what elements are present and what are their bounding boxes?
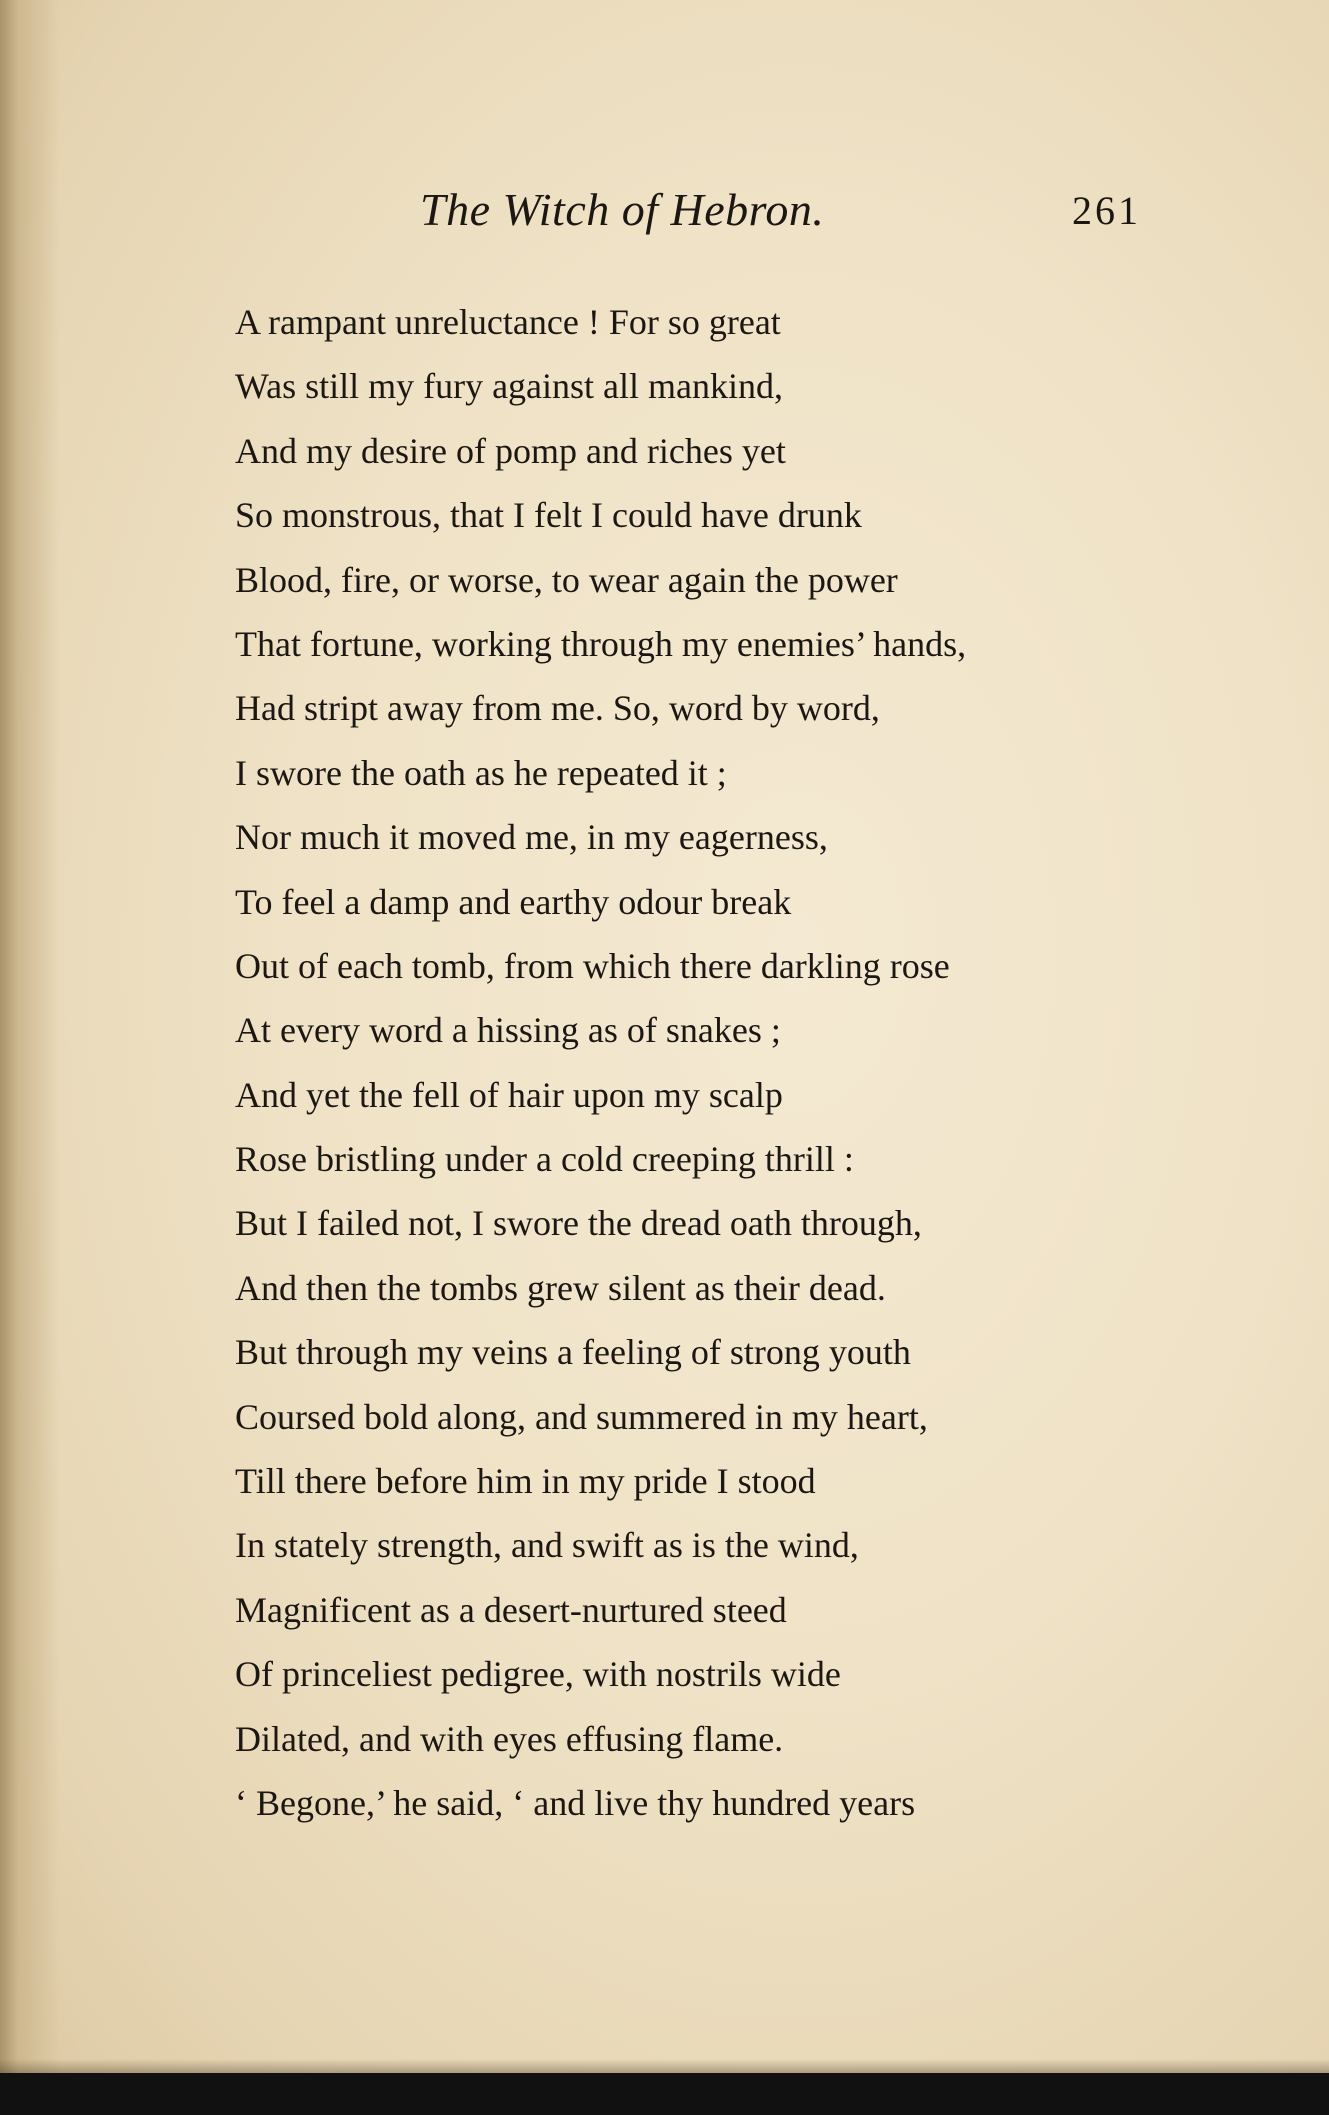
- poem-text: [235, 290, 1235, 1835]
- poem-line: Dilated, and with eyes effusing flame.: [235, 1718, 784, 1759]
- poem-line: But I failed not, I swore the dread oath through,: [235, 1203, 922, 1244]
- poem-line: Of princeliest pedigree, with nostrils wide: [235, 1654, 841, 1695]
- poem-line: To feel a damp and earthy odour break: [235, 881, 792, 922]
- poem-line: I swore the oath as he repeated it ;: [235, 752, 727, 793]
- poem-line: At every word a hissing as of snakes ;: [235, 1010, 781, 1051]
- poem-line: Out of each tomb, from which there darkling rose: [235, 945, 950, 986]
- running-head: [0, 183, 1329, 243]
- poem-line: That fortune, working through my enemies’ hands,: [235, 623, 967, 664]
- poem-line: In stately strength, and swift as is the wind,: [235, 1525, 859, 1566]
- page-bottom-shadow: [0, 2059, 1329, 2073]
- poem-line: So monstrous, that I felt I could have drunk: [235, 495, 862, 536]
- poem-line: And yet the fell of hair upon my scalp: [235, 1074, 783, 1115]
- poem-line: Nor much it moved me, in my eagerness,: [235, 817, 828, 858]
- page-title: The Witch of Hebron.: [420, 184, 825, 235]
- poem-line: ‘ Begone,’ he said, ‘ and live thy hundred years: [235, 1782, 916, 1823]
- poem-line: Had stript away from me. So, word by word,: [235, 688, 880, 729]
- poem-line: Till there before him in my pride I stood: [235, 1461, 816, 1502]
- poem-line: Magnificent as a desert-nurtured steed: [235, 1589, 787, 1630]
- poem-line: Rose bristling under a cold creeping thrill :: [235, 1139, 854, 1180]
- poem-line: Was still my fury against all mankind,: [235, 366, 784, 407]
- poem-line: But through my veins a feeling of strong youth: [235, 1332, 911, 1373]
- poem-line: Blood, fire, or worse, to wear again the power: [235, 559, 898, 600]
- scan-bottom-border: [0, 2073, 1329, 2115]
- page-number: 261: [1072, 188, 1141, 233]
- poem-line: Coursed bold along, and summered in my heart,: [235, 1396, 928, 1437]
- poem-line: And then the tombs grew silent as their dead.: [235, 1267, 886, 1308]
- poem-line: And my desire of pomp and riches yet: [235, 430, 786, 471]
- poem-line: A rampant unreluctance ! For so great: [235, 302, 781, 342]
